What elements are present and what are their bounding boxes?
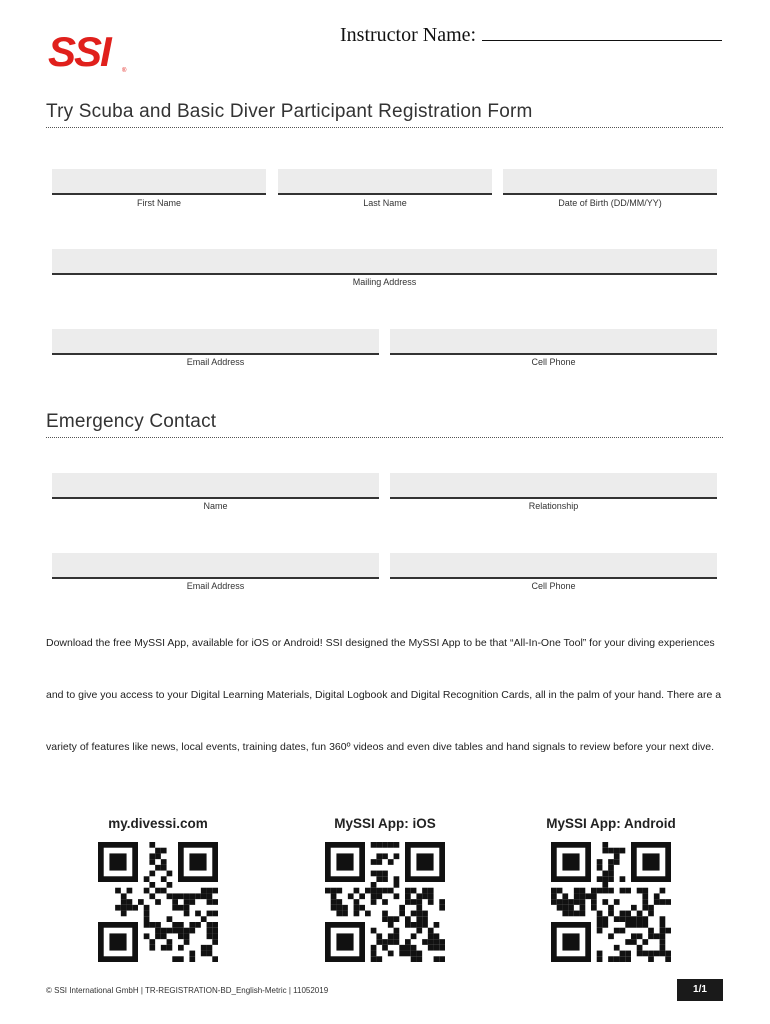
svg-text:SSI: SSI — [48, 28, 110, 74]
email-label: Email Address — [186, 357, 245, 367]
ssi-logo — [48, 28, 130, 74]
emergency-title: Emergency Contact — [46, 411, 723, 438]
instructor-name-field[interactable] — [340, 24, 740, 50]
emergency-name-label: Name — [203, 501, 228, 511]
last-name-label: Last Name — [363, 198, 407, 208]
emergency-email-input[interactable] — [52, 553, 379, 579]
emergency-name-input[interactable] — [52, 473, 379, 499]
qr-title-web: my.divessi.com — [108, 816, 208, 831]
mailing-address-label: Mailing Address — [352, 277, 417, 287]
emergency-cell-input[interactable] — [390, 553, 717, 579]
instructor-name-label: Instructor Name: — [340, 24, 477, 46]
cell-phone-input[interactable] — [390, 329, 717, 355]
qr-title-ios: MySSI App: iOS — [334, 816, 436, 831]
mailing-address-input[interactable] — [52, 249, 717, 275]
first-name-input[interactable] — [52, 169, 266, 195]
emergency-cell-label: Cell Phone — [531, 581, 576, 591]
cell-phone-label: Cell Phone — [531, 357, 576, 367]
last-name-input[interactable] — [278, 169, 492, 195]
first-name-label: First Name — [136, 198, 181, 208]
dob-input[interactable] — [503, 169, 717, 195]
dob-label: Date of Birth (DD/MM/YY) — [558, 198, 662, 208]
page-number-badge: 1/1 — [677, 979, 723, 1001]
qr-code-icon[interactable] — [98, 842, 218, 962]
relationship-input[interactable] — [390, 473, 717, 499]
footer-copyright: © SSI International GmbH | TR-REGISTRATION-BD_English-Metric | 11052019 — [46, 986, 329, 995]
emergency-email-label: Email Address — [186, 581, 245, 591]
svg-text:®: ® — [122, 68, 127, 74]
relationship-label: Relationship — [528, 501, 579, 511]
app-description: Download the free MySSI App, available for iOS or Android! SSI designed the MySSI App to be that “All-In-One Tool” for your diving experiences and to give you access to your Digital Learning Materials, Digital Logbook and Digital Recognition Cards, all in the palm of your hand. There are a variety of features like news, local events, training dates, fun 360º videos and even dive tables and hand signals to review before your next dive. — [46, 637, 722, 753]
email-input[interactable] — [52, 329, 379, 355]
form-title: Try Scuba and Basic Diver Participant Registration Form — [46, 101, 723, 128]
qr-code-icon[interactable] — [551, 842, 671, 962]
qr-title-android: MySSI App: Android — [546, 816, 676, 831]
instructor-name-line[interactable] — [482, 24, 722, 41]
qr-code-icon[interactable] — [325, 842, 445, 962]
